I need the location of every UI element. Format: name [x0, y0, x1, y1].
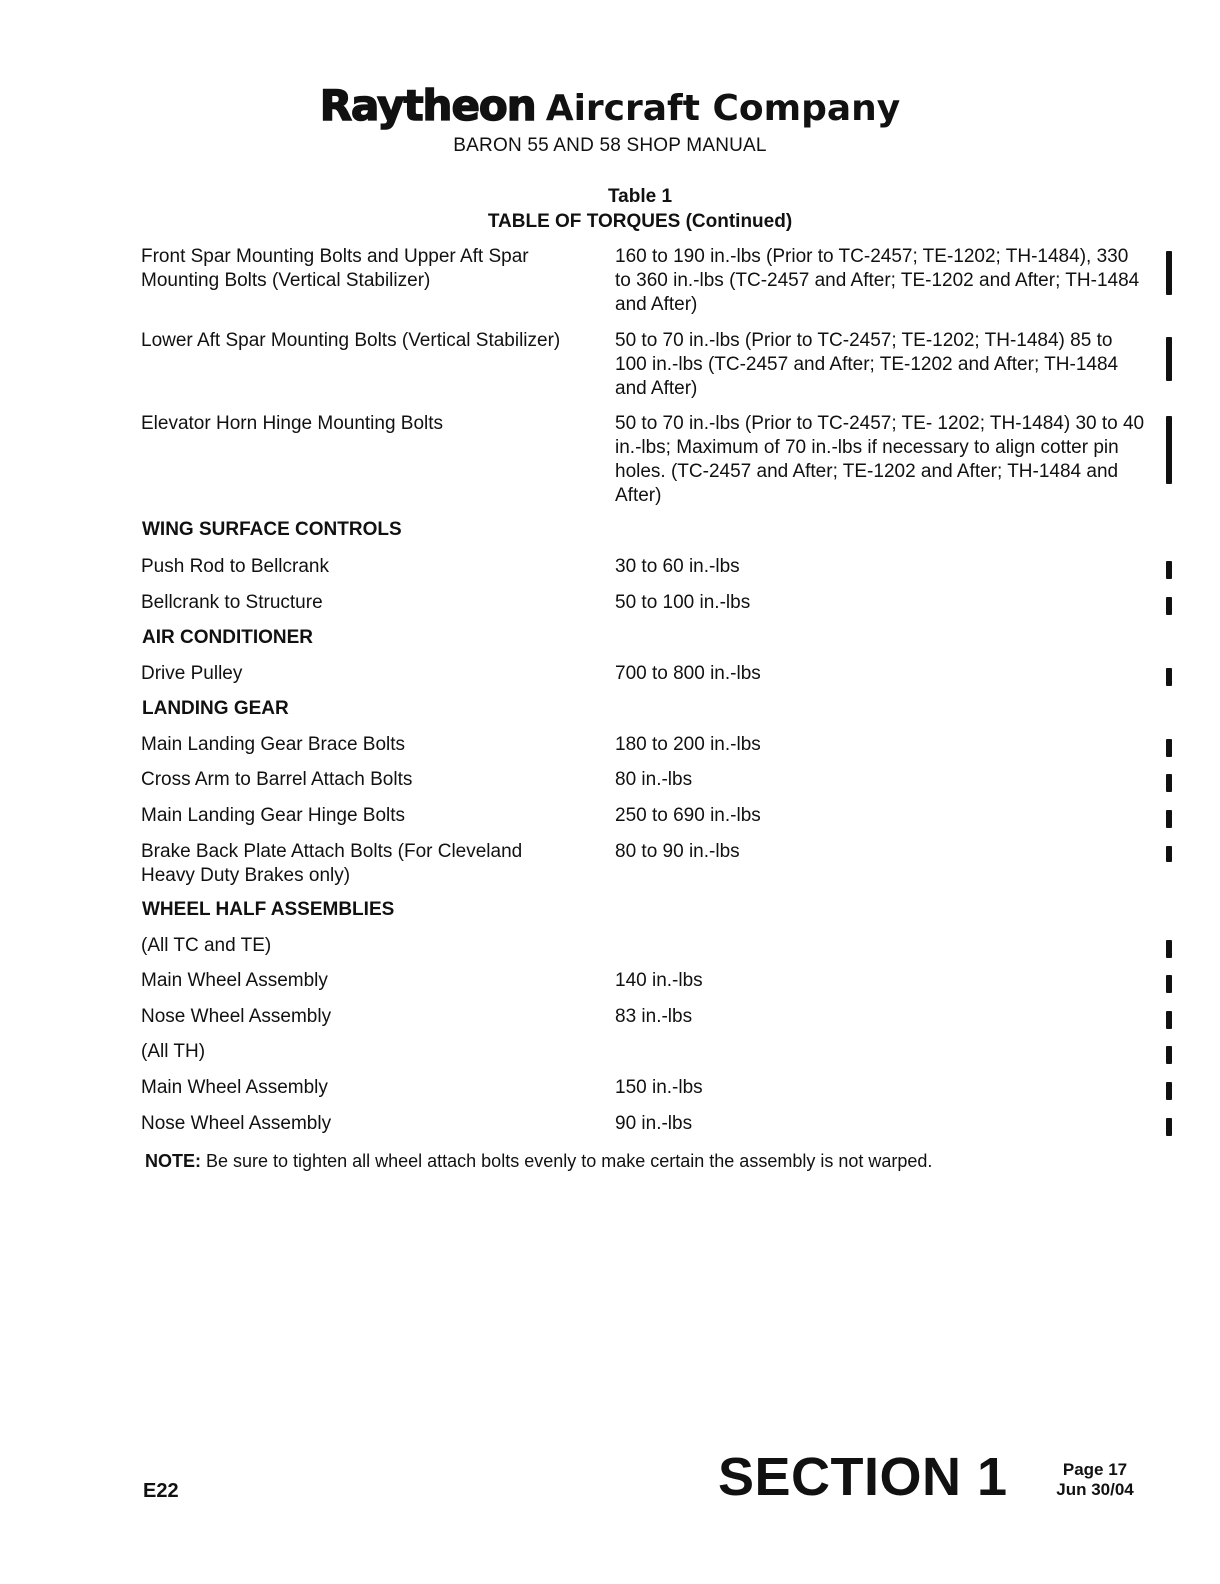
torque-value: 250 to 690 in.-lbs — [615, 805, 761, 826]
change-bar — [1166, 975, 1172, 993]
component-label: Front Spar Mounting Bolts and Upper Aft Spar Mounting Bolts (Vertical Stabilizer) — [141, 246, 529, 291]
component-label: Bellcrank to Structure — [141, 592, 323, 613]
doc-code: E22 — [143, 1480, 179, 1502]
torque-value: 80 to 90 in.-lbs — [615, 841, 740, 862]
note — [145, 1149, 932, 1173]
brand-name: Aircraft Company — [545, 88, 901, 129]
component-label: Brake Back Plate Attach Bolts (For Cleveland Heavy Duty Brakes only) — [141, 841, 523, 886]
component-label: Drive Pulley — [141, 663, 243, 684]
change-bar — [1166, 1082, 1172, 1100]
change-bar — [1166, 337, 1172, 381]
component-label: Nose Wheel Assembly — [141, 1006, 332, 1027]
table-title: TABLE OF TORQUES (Continued) — [487, 211, 793, 232]
change-bar — [1166, 940, 1172, 958]
change-bar — [1166, 739, 1172, 757]
torque-value: 160 to 190 in.-lbs (Prior to TC-2457; TE-1202; TH-1484), 330 to 360 in.-lbs (TC-2457 and After; TE-1202 and After; TH-1484 and After) — [615, 246, 1140, 315]
component-label: Main Wheel Assembly — [141, 970, 328, 991]
component-label: Elevator Horn Hinge Mounting Bolts — [141, 413, 444, 434]
section-label: SECTION 1 — [718, 1447, 1008, 1507]
section-heading: WHEEL HALF ASSEMBLIES — [142, 899, 395, 920]
change-bar — [1166, 561, 1172, 579]
change-bar — [1166, 416, 1172, 484]
torque-value: 83 in.-lbs — [615, 1006, 693, 1027]
component-label: Main Landing Gear Brace Bolts — [141, 734, 406, 755]
section-heading: WING SURFACE CONTROLS — [142, 519, 402, 540]
table-number: Table 1 — [607, 186, 673, 207]
change-bar — [1166, 846, 1172, 862]
component-label: Nose Wheel Assembly — [141, 1113, 332, 1134]
component-label: (All TH) — [141, 1041, 206, 1062]
note-label: NOTE: — [145, 1151, 201, 1171]
note-text: Be sure to tighten all wheel attach bolts evenly to make certain the assembly is not warped. — [201, 1151, 933, 1171]
torque-value: 50 to 100 in.-lbs — [615, 592, 751, 613]
page-number: Page 17 — [1062, 1460, 1128, 1479]
component-label: Cross Arm to Barrel Attach Bolts — [141, 769, 413, 790]
brand-logo: Raytheon — [319, 81, 536, 130]
component-label: Push Rod to Bellcrank — [141, 556, 329, 577]
manual-title: BARON 55 AND 58 SHOP MANUAL — [453, 135, 767, 156]
component-label: Main Wheel Assembly — [141, 1077, 328, 1098]
component-label: Lower Aft Spar Mounting Bolts (Vertical Stabilizer) — [141, 330, 561, 351]
torque-value: 140 in.-lbs — [615, 970, 703, 991]
brand — [0, 81, 1220, 131]
section-heading: AIR CONDITIONER — [142, 627, 313, 648]
torque-value: 50 to 70 in.-lbs (Prior to TC-2457; TE- 1202; TH-1484) 30 to 40 in.-lbs; Maximum of 70 in.-lbs if necessary to align cotter pin holes. (TC-2457 and After; TE-1202 and After; TH-1484 and After) — [615, 413, 1145, 506]
change-bar — [1166, 1118, 1172, 1136]
change-bar — [1166, 251, 1172, 295]
section-heading: LANDING GEAR — [142, 698, 289, 719]
change-bar — [1166, 1046, 1172, 1064]
table-heading — [0, 184, 1220, 234]
change-bar — [1166, 668, 1172, 686]
change-bar — [1166, 597, 1172, 615]
component-label: (All TC and TE) — [141, 935, 272, 956]
component-label: Main Landing Gear Hinge Bolts — [141, 805, 406, 826]
change-bar — [1166, 774, 1172, 792]
change-bar — [1166, 810, 1172, 828]
torque-value: 150 in.-lbs — [615, 1077, 703, 1098]
torque-value: 50 to 70 in.-lbs (Prior to TC-2457; TE-1202; TH-1484) 85 to 100 in.-lbs (TC-2457 and After; TE-1202 and After; TH-1484 and After) — [615, 330, 1119, 399]
torque-value: 80 in.-lbs — [615, 769, 693, 790]
torque-value: 30 to 60 in.-lbs — [615, 556, 740, 577]
page-header — [0, 81, 1220, 157]
torque-value: 700 to 800 in.-lbs — [615, 663, 761, 684]
torque-value: 90 in.-lbs — [615, 1113, 693, 1134]
page-date: Jun 30/04 — [1056, 1480, 1134, 1499]
torque-value: 180 to 200 in.-lbs — [615, 734, 761, 755]
change-bar — [1166, 1011, 1172, 1029]
page-info — [1040, 1460, 1150, 1500]
